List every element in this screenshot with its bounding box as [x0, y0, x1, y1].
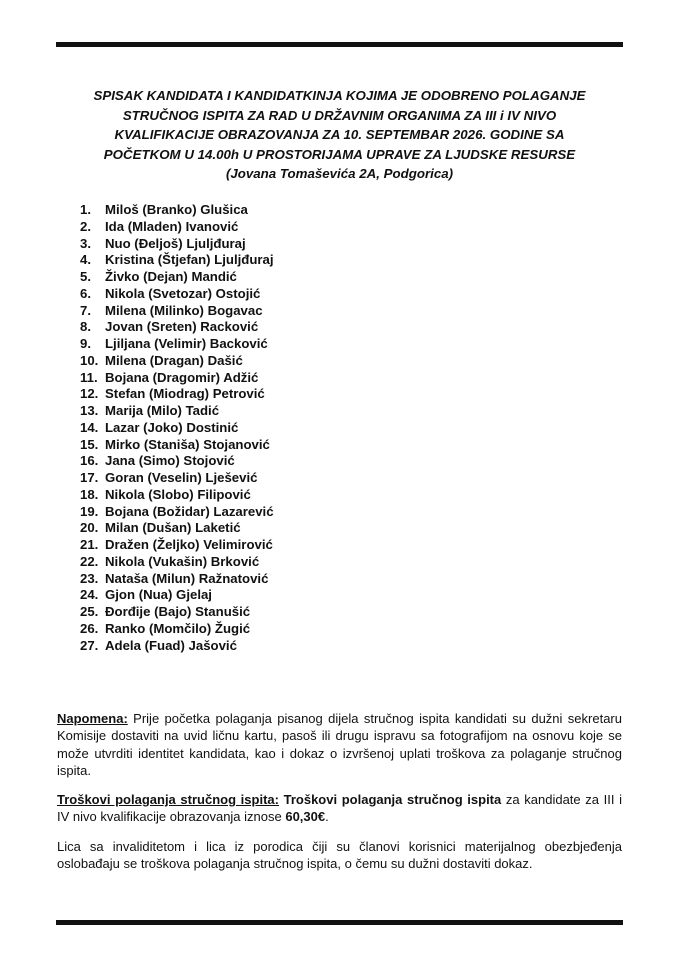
candidate-name: Marija (Milo) Tadić — [105, 403, 220, 418]
title-line-4: POČETKOM U 14.00h U PROSTORIJAMA UPRAVE ZA LJUDSKE RESURSE — [103, 146, 576, 162]
candidate-number: 7. — [80, 302, 91, 318]
candidate-item — [80, 537, 274, 554]
candidate-item — [80, 520, 274, 537]
candidate-name: Nataša (Milun) Ražnatović — [105, 570, 269, 586]
candidate-item — [80, 303, 274, 320]
candidate-item — [80, 470, 274, 487]
candidate-number: 16. — [80, 453, 99, 469]
candidate-number: 25. — [80, 604, 99, 619]
candidate-name: Mirko (Staniša) Stojanović — [105, 436, 270, 452]
candidate-name: Stefan (Miodrag) Petrović — [105, 386, 265, 402]
candidate-name: Nuo (Đeljoš) Ljuljđuraj — [105, 235, 246, 251]
candidate-number: 3. — [80, 235, 91, 251]
candidate-item — [80, 571, 274, 588]
candidate-item — [80, 587, 274, 604]
candidate-item — [80, 353, 274, 370]
exemption-paragraph: Lica sa invaliditetom i lica iz porodica čiji su članovi korisnici materijalnog obezbjeđenja oslobađaju se troškova polaganja stručnog ispita, o čemu su dužni dostaviti dokaz. — [57, 839, 622, 872]
candidate-name: Bojana (Dragomir) Adžić — [105, 369, 259, 385]
candidate-number: 17. — [80, 470, 99, 485]
candidate-name: Bojana (Božidar) Lazarević — [105, 503, 274, 519]
candidate-name: Jovan (Sreten) Racković — [105, 319, 259, 335]
candidate-number: 27. — [80, 637, 99, 653]
candidate-number: 11. — [80, 369, 98, 385]
candidate-name: Nikola (Vukašin) Brković — [105, 553, 260, 569]
candidate-item — [80, 269, 274, 286]
candidate-name: Nikola (Slobo) Filipović — [105, 486, 251, 502]
candidate-name: Đorđije (Bajo) Stanušić — [105, 604, 251, 619]
candidate-name: Adela (Fuad) Jašović — [105, 637, 237, 653]
candidate-item — [80, 336, 274, 353]
candidate-item — [80, 236, 274, 253]
candidate-name: Lazar (Joko) Dostinić — [105, 419, 239, 435]
candidate-item — [80, 604, 274, 621]
title-line-1: SPISAK KANDIDATA I KANDIDATKINJA KOJIMA JE ODOBRENO POLAGANJE — [93, 88, 586, 103]
candidate-item — [80, 370, 274, 387]
candidate-name: Gjon (Nua) Gjelaj — [105, 587, 212, 603]
title-line-2: STRUČNOG ISPITA ZA RAD U DRŽAVNIM ORGANIMA ZA III i IV NIVO — [122, 107, 557, 123]
candidate-number: 1. — [80, 202, 91, 217]
candidate-item — [80, 386, 274, 403]
candidate-list — [80, 202, 274, 654]
candidate-name: Ida (Mladen) Ivanović — [105, 218, 239, 234]
costs-bold-text: Troškovi polaganja stručnog ispita — [278, 792, 502, 807]
candidate-name: Ranko (Momčilo) Žugić — [105, 620, 251, 636]
candidate-number: 6. — [80, 285, 91, 301]
candidate-item — [80, 487, 274, 504]
candidate-item — [80, 554, 274, 571]
candidate-number: 9. — [80, 336, 91, 351]
costs-text: za kandidate za III i IV nivo kvalifikacije obrazovanja iznose — [57, 792, 623, 825]
candidate-item — [80, 437, 274, 454]
document-title — [58, 86, 621, 184]
candidate-number: 15. — [80, 436, 99, 452]
note-label: Napomena: — [57, 711, 128, 726]
note-text: Prije početka polaganja pisanog dijela stručnog ispita kandidati su dužni sekretaru Komisije dostaviti na uvid ličnu kartu, pasoš ili drugu ispravu sa fotografijom na osnovu koje se može utvrditi identitet kandidata, kao i dokaz o izvršenoj uplati troškova za polaganje stručnog ispita. — [57, 711, 622, 779]
bottom-divider — [56, 920, 623, 925]
candidate-number: 4. — [80, 252, 91, 268]
candidate-number: 21. — [80, 537, 99, 552]
candidate-name: Milena (Dragan) Dašić — [105, 352, 243, 368]
candidate-number: 19. — [80, 503, 99, 519]
candidate-item — [80, 453, 274, 470]
title-line-3: KVALIFIKACIJE OBRAZOVANJA ZA 10. SEPTEMBAR 2026. GODINE SA — [114, 127, 565, 143]
candidate-number: 20. — [80, 520, 99, 536]
note-paragraph — [57, 710, 622, 780]
candidate-number: 12. — [80, 386, 99, 402]
candidate-number: 18. — [80, 486, 99, 502]
candidate-item — [80, 638, 274, 655]
candidate-number: 2. — [80, 218, 91, 234]
candidate-number: 24. — [80, 587, 99, 603]
candidate-item — [80, 319, 274, 336]
candidate-name: Ljiljana (Velimir) Backović — [105, 336, 268, 351]
candidate-name: Miloš (Branko) Glušica — [105, 202, 248, 217]
candidate-number: 13. — [80, 403, 99, 418]
candidate-item — [80, 219, 274, 236]
candidate-number: 22. — [80, 553, 99, 569]
costs-paragraph — [57, 791, 622, 826]
candidate-number: 10. — [80, 352, 99, 368]
candidate-item — [80, 286, 274, 303]
costs-amount: 60,30€ — [285, 809, 326, 825]
candidate-name: Jana (Simo) Stojović — [105, 453, 235, 469]
candidate-item — [80, 504, 274, 521]
costs-label: Troškovi polaganja stručnog ispita: — [57, 792, 279, 807]
top-divider — [56, 42, 623, 47]
candidate-name: Milena (Milinko) Bogavac — [105, 302, 263, 318]
candidate-name: Živko (Dejan) Mandić — [105, 269, 237, 284]
costs-end: . — [325, 809, 329, 825]
candidate-name: Kristina (Štjefan) Ljuljđuraj — [105, 252, 274, 268]
candidate-item — [80, 621, 274, 638]
candidate-item — [80, 202, 274, 219]
candidate-item — [80, 420, 274, 437]
candidate-number: 26. — [80, 620, 99, 636]
candidate-item — [80, 403, 274, 420]
candidate-name: Nikola (Svetozar) Ostojić — [105, 285, 261, 301]
candidate-number: 23. — [80, 570, 99, 586]
candidate-name: Milan (Dušan) Laketić — [105, 520, 241, 536]
title-address: (Jovana Tomaševića 2A, Podgorica) — [225, 166, 454, 182]
candidate-name: Dražen (Željko) Velimirović — [105, 537, 273, 552]
candidate-number: 14. — [80, 419, 99, 435]
candidate-number: 8. — [80, 319, 91, 335]
candidate-item — [80, 252, 274, 269]
candidate-name: Goran (Veselin) Lješević — [105, 470, 258, 485]
candidate-number: 5. — [80, 269, 91, 284]
